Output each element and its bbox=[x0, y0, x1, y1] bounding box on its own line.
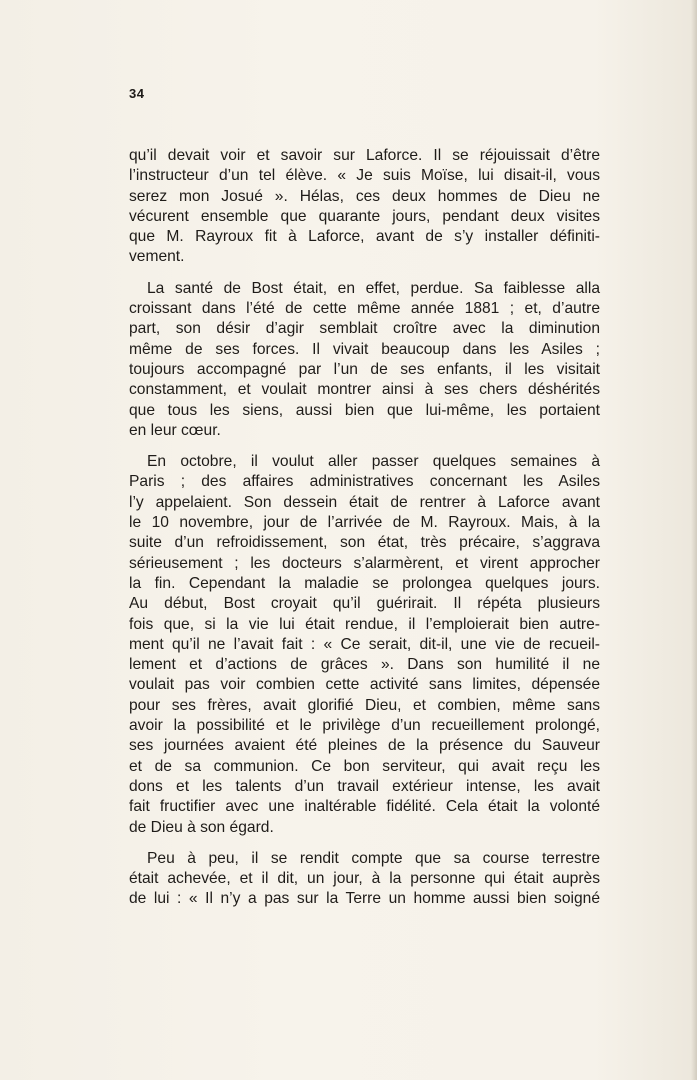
text-line: le 10 novembre, jour de l’arrivée de M. Rayroux. Mais, à la bbox=[129, 514, 600, 532]
text-line: l’y appelaient. Son dessein était de rentrer à Laforce avant bbox=[129, 493, 600, 511]
text-line: vement. bbox=[129, 248, 185, 266]
text-line: ment qu’il ne l’avait fait : « Ce serait, dit-il, une vie de recueil- bbox=[129, 635, 600, 653]
text-line: de Dieu à son égard. bbox=[129, 818, 274, 836]
text-line: et de sa communion. Ce bon serviteur, qui avait reçu les bbox=[129, 757, 600, 775]
text-line: que tous les siens, aussi bien que lui-même, les portaient bbox=[129, 401, 600, 419]
text-line: que M. Rayroux fit à Laforce, avant de s’y installer définiti- bbox=[129, 228, 600, 246]
text-line: lement et d’actions de grâces ». Dans son humilité il ne bbox=[129, 656, 600, 674]
text-line: fait fructifier avec une inaltérable fidélité. Cela était la volonté bbox=[129, 798, 600, 816]
text-line: suite d’un refroidissement, son état, très précaire, s’aggrava bbox=[129, 534, 600, 552]
text-line: qu’il devait voir et savoir sur Laforce. Il se réjouissait d’être bbox=[129, 147, 600, 164]
paragraph-4 bbox=[129, 849, 600, 910]
text-line: En octobre, il voulut aller passer quelques semaines à bbox=[147, 453, 600, 471]
paragraph-2 bbox=[129, 279, 600, 441]
text-line: pour ses frères, avait glorifié Dieu, et combien, même sans bbox=[129, 696, 600, 714]
text-line: sérieusement ; les docteurs s’alarmèrent, et virent approcher bbox=[129, 554, 600, 572]
page-edge-shadow bbox=[691, 0, 697, 1080]
text-line: part, son désir d’agir semblait croître avec la diminution bbox=[129, 320, 600, 338]
text-line: dons et les talents d’un travail extérieur intense, les avait bbox=[129, 777, 600, 795]
text-line: Peu à peu, il se rendit compte que sa course terrestre bbox=[147, 849, 600, 867]
paragraph-1 bbox=[129, 146, 600, 268]
page-number: 34 bbox=[129, 86, 145, 101]
text-line: constamment, et voulait montrer ainsi à ses chers déshérités bbox=[129, 381, 600, 399]
text-line: de lui : « Il n’y a pas sur la Terre un homme aussi bien soigné bbox=[129, 890, 600, 908]
text-line: l’instructeur d’un tel élève. « Je suis Moïse, lui disait-il, vous bbox=[129, 167, 600, 185]
text-line: avoir la possibilité et le privilège d’un recueillement prolongé, bbox=[129, 717, 600, 735]
text-line: la fin. Cependant la maladie se prolongea quelques jours. bbox=[129, 574, 600, 592]
text-line: ses journées avaient été pleines de la présence du Sauveur bbox=[129, 737, 600, 755]
text-line: même de ses forces. Il vivait beaucoup dans les Asiles ; bbox=[129, 340, 600, 358]
text-line: serez mon Josué ». Hélas, ces deux hommes de Dieu ne bbox=[129, 187, 600, 205]
text-line: La santé de Bost était, en effet, perdue. Sa faiblesse alla bbox=[147, 279, 600, 297]
paragraph-3 bbox=[129, 452, 600, 838]
text-line: Au début, Bost croyait qu’il guérirait. Il répéta plusieurs bbox=[129, 595, 600, 613]
text-line: était achevée, et il dit, un jour, à la personne qui était auprès bbox=[129, 870, 600, 888]
text-line: voulait pas voir combien cette activité sans limites, dépensée bbox=[129, 676, 600, 694]
body-text bbox=[129, 146, 600, 910]
text-line: toujours accompagné par l’un de ses enfants, il les visitait bbox=[129, 360, 600, 378]
text-line: fois que, si la vie lui était rendue, il l’emploierait bien autre- bbox=[129, 615, 600, 633]
text-line: en leur cœur. bbox=[129, 421, 221, 439]
text-line: Paris ; des affaires administratives concernant les Asiles bbox=[129, 473, 600, 491]
text-line: croissant dans l’été de cette même année 1881 ; et, d’autre bbox=[129, 300, 600, 318]
text-line: vécurent ensemble que quarante jours, pendant deux visites bbox=[129, 207, 600, 225]
